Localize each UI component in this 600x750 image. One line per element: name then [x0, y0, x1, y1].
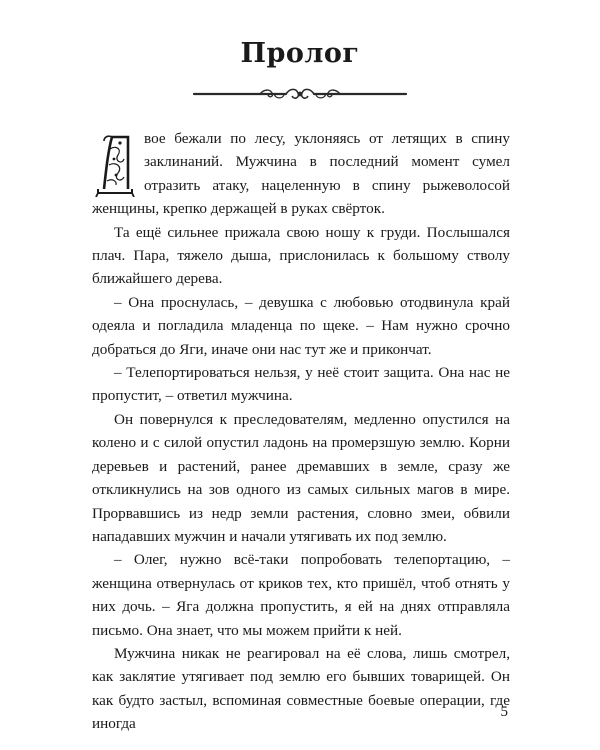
paragraph: – Она проснулась, – девушка с любовью отодвинула край одеяла и погладила младенца по щеке. – Нам нужно срочно добраться до Яги, иначе они нас тут же и прикончат.: [92, 293, 510, 358]
chapter-title: Пролог: [240, 38, 360, 69]
paragraph: [92, 127, 510, 221]
paragraph: Он повернулся к преследователям, медленно опустился на колено и с силой опустил ладонь на промерзшую землю. Корни деревьев и растений, ранее дремавших в земле, сразу же откликнулись на зов одного из самых сильных магов в мире. Прорвавшись из недр земли растения, словно змеи, обвили нападавших мужчин и начали утягивать их под землю.: [92, 410, 510, 545]
dropcap-letter-icon: [92, 131, 138, 197]
decorative-divider-icon: [190, 84, 410, 104]
paragraph: Та ещё сильнее прижала свою ношу к груди. Послышался плач. Пара, тяжело дыша, прислонилась к большому стволу ближайшего дерева.: [92, 223, 510, 288]
page-number: 5: [500, 704, 508, 720]
chapter-body: [92, 127, 510, 736]
paragraph-text: вое бежали по лесу, уклоняясь от летящих в спину заклинаний. Мужчина в последний момент сумел отразить атаку, нацеленную в спину рыжеволосой женщины, крепко держащей в руках свёрток.: [92, 130, 510, 218]
paragraph: – Олег, нужно всё-таки попробовать телепортацию, – женщина отвернулась от криков тех, кто пришёл, чтоб отнять у них дочь. – Яга должна пропустить, я ей на днях отправляла письмо. Она знает, что мы можем прийти к ней.: [92, 551, 510, 639]
paragraph: Мужчина никак не реагировал на её слова, лишь смотрел, как заклятие утягивает под землю его бывших товарищей. Он как будто застыл, вспоминая совместные боевые операции, где иногда: [92, 644, 510, 733]
paragraph: – Телепортироваться нельзя, у неё стоит защита. Она нас не пропустит, – ответил мужчина.: [92, 364, 510, 405]
